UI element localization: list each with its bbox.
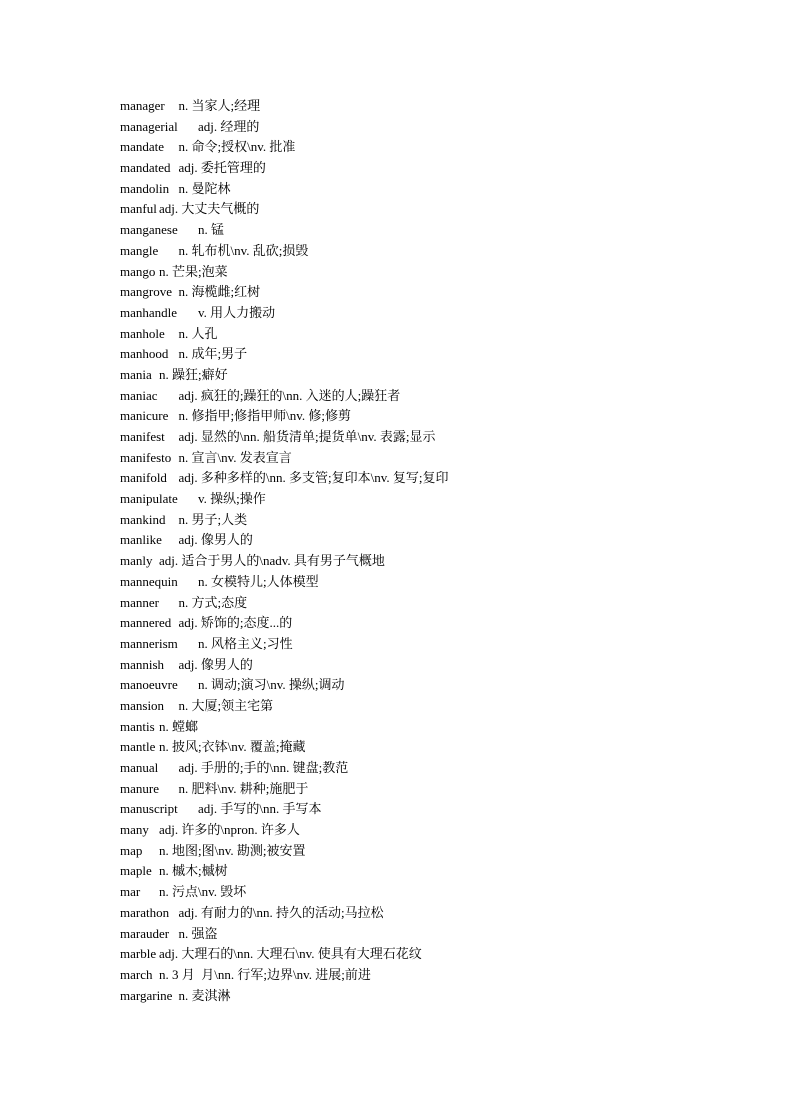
vocab-entry <box>120 593 760 614</box>
vocab-entry-text: marauder n. 强盗 <box>120 925 218 941</box>
vocab-entry <box>120 324 760 345</box>
vocab-entry <box>120 117 760 138</box>
vocab-entry-text: maple n. 槭木;槭树 <box>120 863 228 879</box>
vocab-entry-text: manifesto n. 宣言\nv. 发表宣言 <box>120 449 292 465</box>
vocab-entry-text: mandolin n. 曼陀林 <box>120 180 231 196</box>
vocab-entry <box>120 737 760 758</box>
vocab-entry <box>120 510 760 531</box>
vocab-entry <box>120 944 760 965</box>
vocab-entry-text: mantle n. 披风;衣钵\nv. 覆盖;掩藏 <box>120 739 306 755</box>
vocab-entry <box>120 406 760 427</box>
vocab-entry-text: manual adj. 手册的;手的\nn. 键盘;教范 <box>120 760 349 775</box>
vocab-entry <box>120 924 760 945</box>
vocab-entry-text: manure n. 肥料\nv. 耕种;施肥于 <box>120 780 309 796</box>
vocab-entry <box>120 282 760 303</box>
vocab-entry-text: mannish adj. 像男人的 <box>120 656 253 672</box>
vocab-entry-text: mangle n. 轧布机\nv. 乱砍;损毁 <box>120 242 309 258</box>
vocab-entry-text: mar n. 污点\nv. 毁坏 <box>120 884 247 900</box>
vocab-entry-text: mandate n. 命令;授权\nv. 批准 <box>120 139 296 155</box>
vocab-entry-text: mandated adj. 委托管理的 <box>120 160 266 176</box>
vocab-entry-text: manganese n. 锰 <box>120 222 225 238</box>
vocab-entry <box>120 675 760 696</box>
vocab-entry-text: marble adj. 大理石的\nn. 大理石\nv. 使具有大理石花纹 <box>120 946 422 962</box>
vocab-entry-text: mankind n. 男子;人类 <box>120 511 248 527</box>
vocab-entry-text: managerial adj. 经理的 <box>120 118 260 134</box>
vocab-entry-text: manhandle v. 用人力搬动 <box>120 304 276 320</box>
vocab-entry <box>120 655 760 676</box>
vocab-entry <box>120 137 760 158</box>
vocab-entry <box>120 717 760 738</box>
vocab-entry <box>120 696 760 717</box>
vocab-entry-text: manifest adj. 显然的\nn. 船货清单;提货单\nv. 表露;显示 <box>120 429 436 444</box>
vocab-entry <box>120 820 760 841</box>
vocab-entry-text: manoeuvre n. 调动;演习\nv. 操纵;调动 <box>120 677 345 693</box>
vocab-entry <box>120 448 760 469</box>
vocab-entry-text: manly adj. 适合于男人的\nadv. 具有男子气概地 <box>120 553 385 569</box>
vocab-entry-text: manhood n. 成年;男子 <box>120 346 248 362</box>
vocab-entry <box>120 530 760 551</box>
vocab-entry <box>120 758 760 779</box>
vocab-entry-text: manlike adj. 像男人的 <box>120 532 253 548</box>
vocab-entry <box>120 241 760 262</box>
vocab-entry-text: manful adj. 大丈夫气概的 <box>120 201 260 217</box>
vocab-entry-text: manager n. 当家人;经理 <box>120 98 261 113</box>
vocab-entry <box>120 468 760 489</box>
vocab-entry-text: mangrove n. 海榄雌;红树 <box>120 284 261 300</box>
vocab-entry-text: march n. 3 月 月\nn. 行军;边界\nv. 进展;前进 <box>120 966 371 982</box>
vocab-entry <box>120 861 760 882</box>
vocab-entry <box>120 613 760 634</box>
vocab-entry <box>120 986 760 1007</box>
vocab-entry <box>120 799 760 820</box>
vocab-entry <box>120 179 760 200</box>
vocab-entry-text: manifold adj. 多种多样的\nn. 多支管;复印本\nv. 复写;复印 <box>120 470 449 486</box>
vocab-entry-text: manuscript adj. 手写的\nn. 手写本 <box>120 801 322 817</box>
vocab-entry <box>120 965 760 986</box>
vocab-entry-text: manhole n. 人孔 <box>120 325 218 341</box>
vocab-entry-text: mansion n. 大厦;领主宅第 <box>120 697 274 713</box>
vocab-entry <box>120 882 760 903</box>
vocab-entry-text: mango n. 芒果;泡菜 <box>120 263 228 279</box>
vocab-entry-text: manipulate v. 操纵;操作 <box>120 491 266 507</box>
vocab-entry <box>120 551 760 572</box>
vocab-entry <box>120 489 760 510</box>
vocab-entry-text: mania n. 躁狂;癖好 <box>120 366 228 382</box>
vocab-entry <box>120 96 760 117</box>
vocab-entry-text: margarine n. 麦淇淋 <box>120 987 231 1003</box>
vocab-entry-text: manicure n. 修指甲;修指甲师\nv. 修;修剪 <box>120 408 351 424</box>
vocab-entry-text: mannered adj. 矫饰的;态度...的 <box>120 615 293 631</box>
vocab-entry <box>120 158 760 179</box>
vocab-entry <box>120 386 760 407</box>
vocab-entry-text: maniac adj. 疯狂的;躁狂的\nn. 入迷的人;躁狂者 <box>120 387 401 403</box>
vocab-entry-text: marathon adj. 有耐力的\nn. 持久的活动;马拉松 <box>120 904 384 920</box>
vocab-entry <box>120 365 760 386</box>
vocab-entry-text: map n. 地图;图\nv. 勘测;被安置 <box>120 842 306 858</box>
vocab-entry <box>120 344 760 365</box>
vocab-entry <box>120 903 760 924</box>
vocab-entry <box>120 841 760 862</box>
vocab-entry <box>120 572 760 593</box>
vocab-entry-text: mannerism n. 风格主义;习性 <box>120 635 293 651</box>
vocab-entry-text: many adj. 许多的\npron. 许多人 <box>120 822 300 838</box>
vocab-entry-text: mannequin n. 女模特儿;人体模型 <box>120 573 319 589</box>
vocabulary-list <box>120 96 760 1006</box>
vocab-entry <box>120 427 760 448</box>
vocab-entry-text: mantis n. 螳螂 <box>120 718 199 734</box>
vocab-entry <box>120 303 760 324</box>
vocab-entry-text: manner n. 方式;态度 <box>120 594 248 610</box>
vocab-entry <box>120 634 760 655</box>
vocab-entry <box>120 779 760 800</box>
vocab-entry <box>120 199 760 220</box>
vocab-entry <box>120 262 760 283</box>
vocab-entry <box>120 220 760 241</box>
